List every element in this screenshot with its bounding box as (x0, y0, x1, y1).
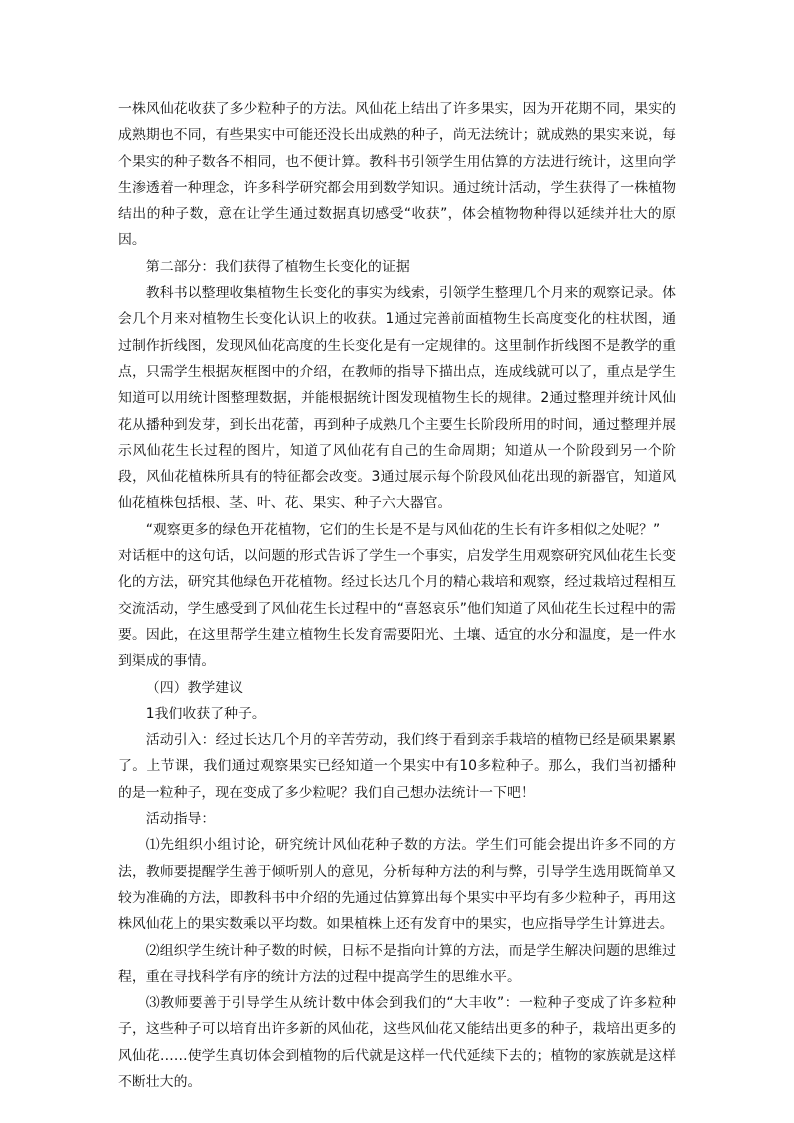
section-heading-teaching-suggestions: （四）教学建议 (145, 679, 244, 696)
paragraph-dialog-explanation: 对话框中的这句话，以问题的形式告诉了学生一个事实，启发学生用观察研究风仙花生长变化的方法，研究其他绿色开花植物。经过长达几个月的精心栽培和观察，经过栽培过程相互交流活动，学生感受到了风仙花生长过程中的“喜怒哀乐”他们知道了风仙花生长过程中的需要。因此，在这里帮学生建立植物生长发育需要阳光、土壤、适宜的水分和温度，是一件水到渠成的事情。 (118, 548, 676, 670)
document-page (118, 96, 676, 1095)
paragraph-part-two-body: 教科书以整理收集植物生长变化的事实为线索，引领学生整理几个月来的观察记录。体会几个月来对植物生长变化认识上的收获。1通过完善前面植物生长高度变化的柱状图，通过制作折线图，发现风仙花高度的生长变化是有一定规律的。这里制作折线图不是教学的重点，只需学生根据灰框图中的介绍，在教师的指导下描出点，连成线就可以了，重点是学生知道可以用统计图整理数据，并能根据统计图发现植物生长的规律。2通过整理并统计风仙花从播种到发芽，到长出花蕾，再到种子成熟几个主要生长阶段所用的时间，通过整理并展示风仙花生长过程的图片，知道了风仙花有自己的生命周期；知道从一个阶段到另一个阶段，风仙花植株所具有的特征都会改变。3通过展示每个阶段风仙花出现的新器官，知道风仙花植株包括根、茎、叶、花、果实、种子六大器官。 (118, 285, 676, 512)
paragraph-guidance-2: ⑵组织学生统计种子数的时候，日标不是指向计算的方法，而是学生解决问题的思维过程，重在寻找科学有序的统计方法的过程中提高学生的思维水平。 (118, 942, 676, 985)
paragraph-activity-intro: 活动引入：经过长达几个月的辛苦劳动，我们终于看到亲手栽培的植物已经是硕果累累了。上节课，我们通过观察果实已经知道一个果实中有10多粒种子。那么，我们当初播种的是一粒种子，现在变成了多少粒呢？我们自己想办法统计一下吧！ (118, 732, 676, 801)
paragraph-dialog-question: “观察更多的绿色开花植物，它们的生长是不是与风仙花的生长有许多相似之处呢？” (145, 521, 661, 538)
paragraph-guidance-3: ⑶教师要善于引导学生从统计数中体会到我们的“大丰收”：一粒种子变成了许多粒种子，这些种子可以培育出许多新的风仙花，这些风仙花又能结出更多的种子，栽培出更多的风仙花……使学生真切体会到植物的后代就是这样一代代延续下去的；植物的家族就是这样不断壮大的。 (118, 995, 676, 1090)
paragraph-intro-continued: 一株风仙花收获了多少粒种子的方法。风仙花上结出了许多果实，因为开花期不同，果实的成熟期也不同，有些果实中可能还没长出成熟的种子，尚无法统计；就成熟的果实来说，每个果实的种子数各不相同，也不便计算。教科书引领学生用估算的方法进行统计，这里向学生渗透着一种理念，许多科学研究都会用到数学知识。通过统计活动，学生获得了一株植物结出的种子数，意在让学生通过数据真切感受“收获”，体会植物物种得以延续并壮大的原因。 (118, 101, 676, 249)
section-heading-part-two: 第二部分：我们获得了植物生长变化的证据 (145, 258, 410, 275)
subheading-harvest-seeds: 1我们收获了种子。 (145, 705, 266, 722)
paragraph-guidance-1: ⑴先组织小组讨论，研究统计风仙花种子数的方法。学生们可能会提出许多不同的方法，教师要提醒学生善于倾听别人的意见，分析每种方法的利与弊，引导学生选用既简单又较为准确的方法，即教科书中介绍的先通过估算算出每个果实中平均有多少粒种子，再用这株风仙花上的果实数乘以平均数。如果植株上还有发育中的果实，也应指导学生计算进去。 (118, 837, 676, 933)
subheading-activity-guidance: 活动指导： (145, 811, 216, 828)
